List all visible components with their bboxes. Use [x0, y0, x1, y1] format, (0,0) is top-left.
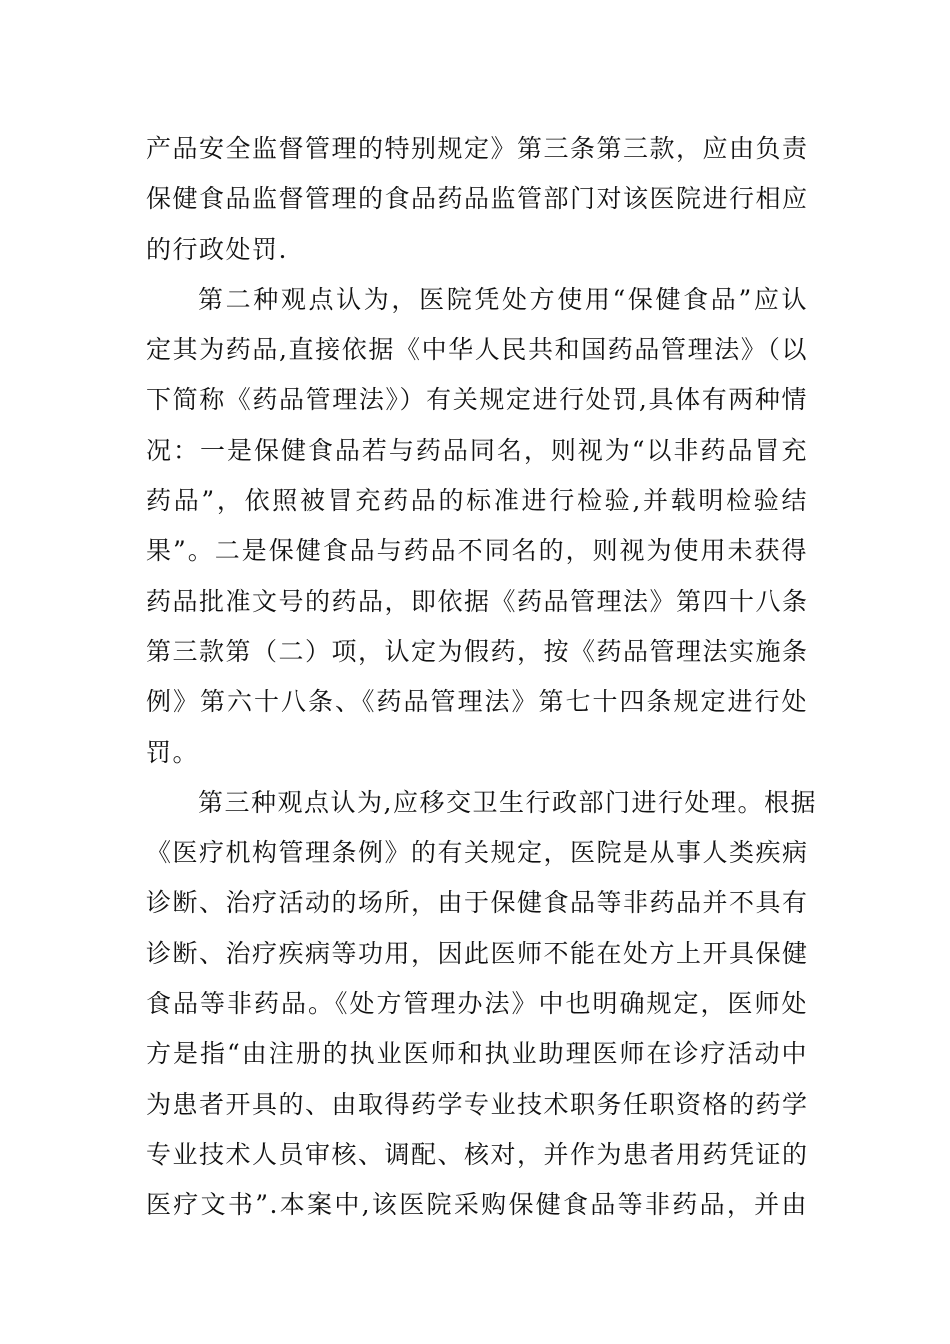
text-line: 第二种观点认为，医院凭处方使用“保健食品”应认 — [198, 284, 808, 314]
text-line: 果”。二是保健食品与药品不同名的，则视为使用未获得 — [146, 536, 808, 566]
text-line: 药品”，依照被冒充药品的标准进行检验,并载明检验结 — [146, 486, 808, 516]
text-line: 为患者开具的、由取得药学专业技术职务任职资格的药学 — [146, 1089, 809, 1119]
text-line: 第三种观点认为,应移交卫生行政部门进行处理。根据 — [198, 787, 817, 817]
document-body — [146, 124, 817, 1231]
paragraph-2 — [146, 275, 808, 778]
text-line: 医疗文书”.本案中,该医院采购保健食品等非药品，并由 — [146, 1190, 808, 1220]
text-line: 下简称《药品管理法》）有关规定进行处罚,具体有两种情 — [146, 385, 808, 415]
text-line: 例》第六十八条、《药品管理法》第七十四条规定进行处 — [146, 687, 808, 717]
text-line: 诊断、治疗活动的场所，由于保健食品等非药品并不具有 — [146, 888, 809, 918]
text-line: 的行政处罚. — [146, 234, 288, 264]
text-line: 定其为药品,直接依据《中华人民共和国药品管理法》（以 — [146, 335, 808, 365]
text-line: 专业技术人员审核、调配、核对，并作为患者用药凭证的 — [146, 1139, 809, 1169]
text-line: 罚。 — [146, 737, 200, 767]
text-line: 产品安全监督管理的特别规定》第三条第三款，应由负责 — [146, 134, 809, 163]
text-line: 第三款第（二）项，认定为假药，按《药品管理法实施条 — [146, 636, 809, 666]
text-line: 况：一是保健食品若与药品同名，则视为“以非药品冒充 — [146, 435, 808, 465]
paragraph-1 — [146, 124, 808, 275]
text-line: 诊断、治疗疾病等功用，因此医师不能在处方上开具保健 — [146, 938, 809, 968]
text-line: 食品等非药品。《处方管理办法》中也明确规定，医师处 — [146, 989, 808, 1019]
text-line: 《医疗机构管理条例》的有关规定，医院是从事人类疾病 — [146, 838, 809, 868]
text-line: 保健食品监督管理的食品药品监管部门对该医院进行相应 — [146, 184, 809, 214]
text-line: 药品批准文号的药品，即依据《药品管理法》第四十八条 — [146, 586, 809, 616]
text-line: 方是指“由注册的执业医师和执业助理医师在诊疗活动中 — [146, 1039, 808, 1069]
paragraph-3 — [146, 778, 817, 1231]
